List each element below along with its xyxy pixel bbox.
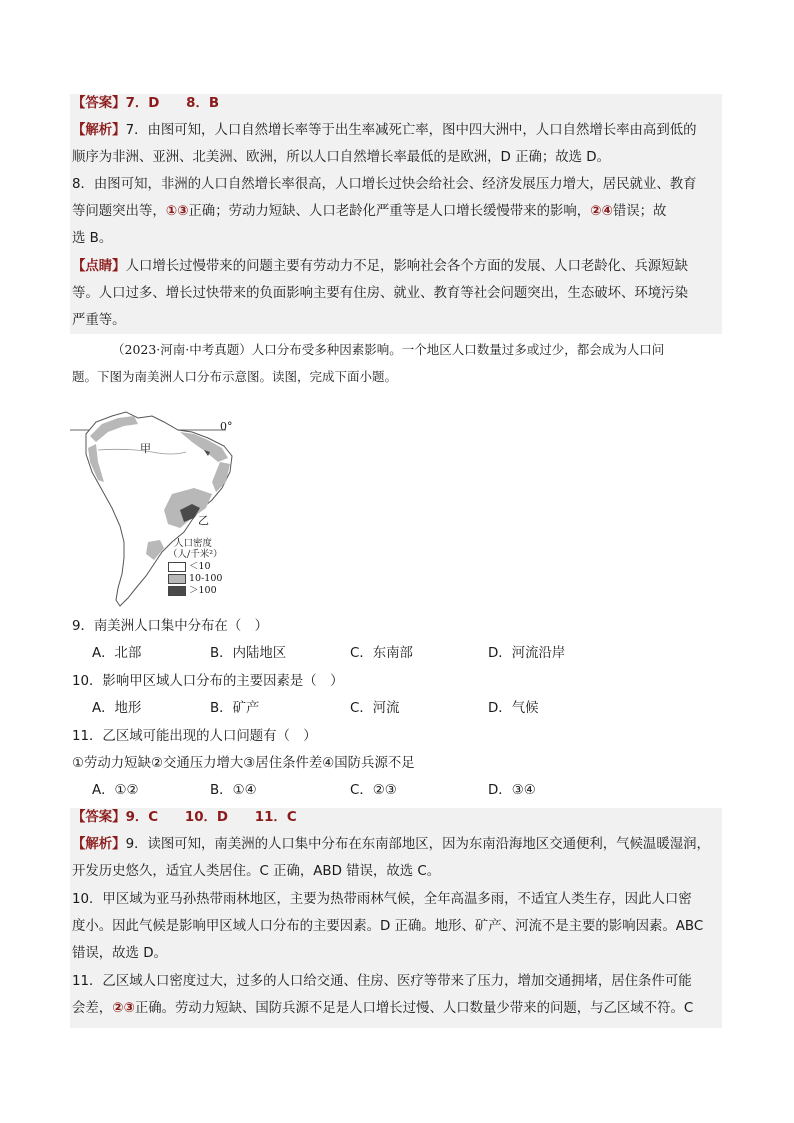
answer-tag-2: 【答案】	[72, 810, 126, 825]
dianjing-line-1	[72, 257, 688, 277]
question-option[interactable]: B．矿产	[210, 701, 260, 716]
q8-circled-wrong: ②④	[590, 204, 613, 219]
legend-items	[168, 561, 223, 596]
q8-analysis-line-3: 选 B。	[72, 231, 113, 246]
question-stem: 11．乙区域可能出现的人口问题有（ ）	[72, 729, 317, 744]
question-option[interactable]: D．气候	[488, 701, 539, 716]
q10-analysis-line-2: 度小。因此气候是影响甲区域人口分布的主要因素。D 正确。地形、矿产、河流不是主要的影响因素。ABC	[72, 919, 704, 934]
intro-line-2: 题。下图为南美洲人口分布示意图。读图，完成下面小题。	[72, 369, 398, 384]
q10-analysis-line-3: 错误，故选 D。	[72, 946, 167, 961]
answer-tag: 【答案】	[72, 96, 126, 111]
dianjing-text: 人口增长过慢带来的问题主要有劳动力不足，影响社会各个方面的发展、人口老龄化、兵源短缺	[125, 259, 688, 274]
q11-text-c: 正确。劳动力短缺、国防兵源不足是人口增长过慢、人口数量少带来的问题，与乙区域不符。C	[134, 1001, 694, 1016]
legend-swatch	[168, 586, 186, 596]
q11-circled: ②③	[112, 1001, 135, 1016]
question-option[interactable]: A．①②	[92, 783, 139, 798]
legend-title: 人口密度	[174, 538, 213, 549]
q9-text: 9．读图可知，南美洲的人口集中分布在东南部地区，因为东南沿海地区交通便利，气候温暖湿润，	[125, 837, 710, 852]
legend-item	[168, 561, 223, 572]
intro-line-1: （2023·河南·中考真题）人口分布受多种因素影响。一个地区人口数量过多或过少，都会成为人口问	[112, 342, 665, 357]
answer-line-9-11	[72, 808, 297, 828]
question-option[interactable]: A．北部	[92, 646, 142, 661]
analysis-tag-2: 【解析】	[72, 837, 126, 852]
question-option[interactable]: D．河流沿岸	[488, 646, 566, 661]
answer-text: 7．D 8．B	[125, 96, 220, 111]
question-stem: 9．南美洲人口集中分布在（ ）	[72, 619, 268, 634]
question-sub-statements: ①劳动力短缺②交通压力增大③居住条件差④国防兵源不足	[72, 756, 415, 771]
question-option[interactable]: C．河流	[350, 701, 400, 716]
region-jia-label: 甲	[140, 442, 151, 455]
question-stem: 10．影响甲区域人口分布的主要因素是（ ）	[72, 674, 344, 689]
q8-circled-correct: ①③	[165, 204, 189, 219]
q11-text-a: 会差，	[72, 1001, 113, 1016]
legend-unit: （人/千米²）	[168, 549, 223, 560]
legend-item	[168, 585, 223, 596]
legend-swatch	[168, 574, 186, 584]
q8-analysis-line-1: 8．由图可知，非洲的人口自然增长率很高，人口增长过快会给社会、经济发展压力增大，居民就业、教育	[72, 177, 697, 192]
legend-swatch	[168, 562, 186, 572]
legend-item	[168, 573, 223, 584]
dianjing-line-2: 等。人口过多、增长过快带来的负面影响主要有住房、就业、教育等社会问题突出，生态破坏、环境污染	[72, 286, 688, 301]
q11-analysis-line-2	[72, 999, 722, 1019]
answer-line-7-8	[72, 94, 219, 114]
dianjing-tag: 【点睛】	[72, 259, 126, 274]
analysis-line-2: 顺序为非洲、亚洲、北美洲、欧洲，所以人口自然增长率最低的是欧洲，D 正确；故选 D。	[72, 150, 610, 165]
analysis-line-1	[72, 121, 697, 141]
analysis-tag: 【解析】	[72, 123, 126, 138]
q9-analysis-line-1	[72, 835, 710, 855]
legend-label: ＞100	[189, 585, 217, 596]
q9-analysis-line-2: 开发历史悠久，适宜人类居住。C 正确，ABD 错误，故选 C。	[72, 864, 441, 879]
question-option[interactable]: D．③④	[488, 783, 536, 798]
q8-text-a: 等问题突出等，	[72, 204, 166, 219]
south-america-map	[68, 392, 248, 610]
answer-text-2: 9．C 10．D 11．C	[125, 810, 297, 825]
q10-analysis-line-1: 10．甲区域为亚马孙热带雨林地区，主要为热带雨林气候，全年高温多雨，不适宜人类生存，因此人口密	[72, 892, 692, 907]
legend-label: 10-100	[189, 573, 223, 584]
map-legend	[168, 538, 223, 596]
equator-label: 0°	[220, 420, 233, 433]
q8-text-c: 正确；劳动力短缺、人口老龄化严重等是人口增长缓慢带来的影响，	[188, 204, 591, 219]
q8-text-e: 错误；故	[612, 204, 667, 219]
analysis-text: 7．由图可知，人口自然增长率等于出生率减死亡率，图中四大洲中，人口自然增长率由高到低的	[125, 123, 697, 138]
question-option[interactable]: A．地形	[92, 701, 142, 716]
q8-analysis-line-2	[72, 202, 666, 222]
q11-analysis-line-1: 11．乙区域人口密度过大，过多的人口给交通、住房、医疗等带来了压力，增加交通拥堵，居住条件可能	[72, 974, 692, 989]
legend-label: ＜10	[189, 561, 211, 572]
question-option[interactable]: B．①④	[210, 783, 257, 798]
question-option[interactable]: C．②③	[350, 783, 397, 798]
dianjing-line-3: 严重等。	[72, 313, 126, 328]
question-option[interactable]: B．内陆地区	[210, 646, 287, 661]
question-option[interactable]: C．东南部	[350, 646, 413, 661]
region-yi-label: 乙	[198, 514, 209, 527]
